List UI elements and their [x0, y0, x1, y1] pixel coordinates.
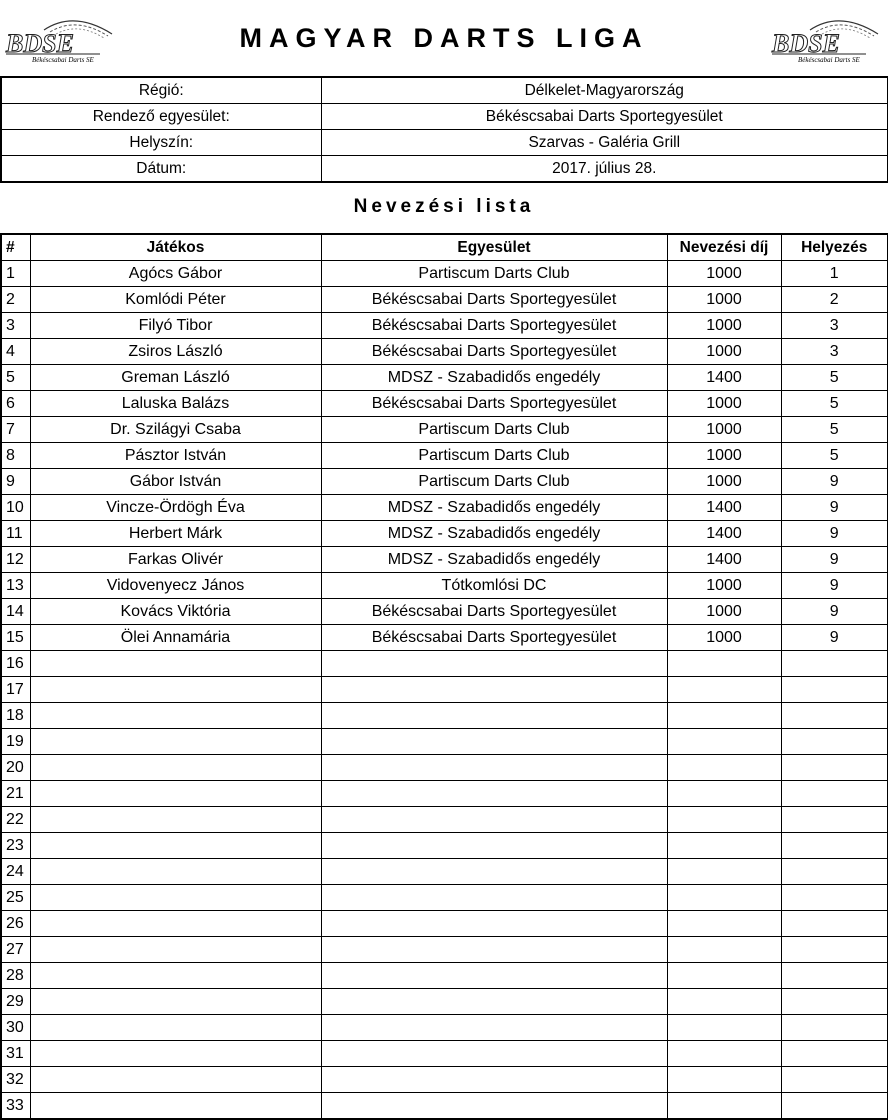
table-row — [1, 1067, 888, 1093]
place-cell — [781, 963, 888, 989]
row-number: 8 — [1, 443, 30, 469]
table-row — [1, 391, 888, 417]
player-cell: Agócs Gábor — [30, 261, 321, 287]
player-cell: Laluska Balázs — [30, 391, 321, 417]
place-cell: 5 — [781, 443, 888, 469]
club-cell — [321, 1067, 667, 1093]
row-number: 17 — [1, 677, 30, 703]
club-cell: Tótkomlósi DC — [321, 573, 667, 599]
table-row — [1, 287, 888, 313]
player-cell: Zsiros László — [30, 339, 321, 365]
place-cell — [781, 859, 888, 885]
club-cell — [321, 729, 667, 755]
row-number: 15 — [1, 625, 30, 651]
fee-cell — [667, 1067, 781, 1093]
row-number: 2 — [1, 287, 30, 313]
place-cell: 9 — [781, 495, 888, 521]
player-cell: Komlódi Péter — [30, 287, 321, 313]
row-number: 29 — [1, 989, 30, 1015]
player-cell — [30, 1041, 321, 1067]
place-cell — [781, 1093, 888, 1120]
row-number: 3 — [1, 313, 30, 339]
club-cell: MDSZ - Szabadidős engedély — [321, 521, 667, 547]
row-number: 26 — [1, 911, 30, 937]
row-number: 18 — [1, 703, 30, 729]
row-number: 6 — [1, 391, 30, 417]
place-cell: 5 — [781, 417, 888, 443]
table-row — [1, 521, 888, 547]
table-row — [1, 833, 888, 859]
place-cell: 3 — [781, 313, 888, 339]
row-number: 4 — [1, 339, 30, 365]
fee-cell — [667, 729, 781, 755]
player-cell — [30, 859, 321, 885]
row-number: 14 — [1, 599, 30, 625]
row-number: 19 — [1, 729, 30, 755]
place-cell — [781, 703, 888, 729]
column-header-place: Helyezés — [781, 234, 888, 261]
row-number: 25 — [1, 885, 30, 911]
place-cell — [781, 937, 888, 963]
club-cell: Békéscsabai Darts Sportegyesület — [321, 599, 667, 625]
table-body — [1, 261, 888, 1120]
row-number: 24 — [1, 859, 30, 885]
info-value: Szarvas - Galéria Grill — [321, 130, 888, 156]
place-cell: 9 — [781, 521, 888, 547]
row-number: 11 — [1, 521, 30, 547]
row-number: 27 — [1, 937, 30, 963]
fee-cell: 1400 — [667, 365, 781, 391]
club-cell — [321, 651, 667, 677]
table-row — [1, 677, 888, 703]
row-number: 22 — [1, 807, 30, 833]
table-row — [1, 807, 888, 833]
club-cell — [321, 963, 667, 989]
column-header-fee: Nevezési díj — [667, 234, 781, 261]
place-cell — [781, 1041, 888, 1067]
table-row — [1, 495, 888, 521]
fee-cell: 1000 — [667, 339, 781, 365]
row-number: 1 — [1, 261, 30, 287]
row-number: 20 — [1, 755, 30, 781]
player-cell: Dr. Szilágyi Csaba — [30, 417, 321, 443]
row-number: 9 — [1, 469, 30, 495]
table-row — [1, 573, 888, 599]
table-row — [1, 755, 888, 781]
player-cell: Pásztor István — [30, 443, 321, 469]
row-number: 7 — [1, 417, 30, 443]
column-header-number: # — [1, 234, 30, 261]
fee-cell — [667, 755, 781, 781]
player-cell — [30, 937, 321, 963]
row-number: 12 — [1, 547, 30, 573]
fee-cell: 1000 — [667, 313, 781, 339]
club-cell: Békéscsabai Darts Sportegyesület — [321, 313, 667, 339]
player-cell: Kovács Viktória — [30, 599, 321, 625]
club-cell — [321, 677, 667, 703]
player-cell: Farkas Olivér — [30, 547, 321, 573]
place-cell — [781, 833, 888, 859]
fee-cell: 1000 — [667, 261, 781, 287]
club-cell — [321, 833, 667, 859]
player-cell — [30, 833, 321, 859]
club-cell — [321, 859, 667, 885]
table-row — [1, 1041, 888, 1067]
table-row — [1, 625, 888, 651]
info-row-date — [1, 156, 888, 183]
club-cell: Partiscum Darts Club — [321, 469, 667, 495]
club-logo-right — [770, 14, 882, 70]
table-row — [1, 469, 888, 495]
player-cell: Gábor István — [30, 469, 321, 495]
place-cell: 9 — [781, 469, 888, 495]
table-row — [1, 1093, 888, 1120]
fee-cell — [667, 833, 781, 859]
club-cell: Békéscsabai Darts Sportegyesület — [321, 625, 667, 651]
svg-text:BDSE: BDSE — [6, 29, 74, 58]
row-number: 30 — [1, 1015, 30, 1041]
row-number: 5 — [1, 365, 30, 391]
row-number: 23 — [1, 833, 30, 859]
place-cell — [781, 729, 888, 755]
entry-list-table — [0, 233, 888, 1120]
player-cell — [30, 781, 321, 807]
info-label: Régió: — [1, 77, 321, 104]
fee-cell — [667, 1041, 781, 1067]
info-row-venue — [1, 130, 888, 156]
row-number: 33 — [1, 1093, 30, 1120]
fee-cell — [667, 885, 781, 911]
club-cell: Partiscum Darts Club — [321, 261, 667, 287]
player-cell — [30, 755, 321, 781]
place-cell: 1 — [781, 261, 888, 287]
player-cell — [30, 729, 321, 755]
fee-cell: 1400 — [667, 521, 781, 547]
event-info-table — [0, 76, 888, 183]
place-cell: 9 — [781, 573, 888, 599]
player-cell — [30, 677, 321, 703]
table-row — [1, 937, 888, 963]
club-cell: Békéscsabai Darts Sportegyesület — [321, 287, 667, 313]
table-row — [1, 885, 888, 911]
fee-cell — [667, 911, 781, 937]
player-cell — [30, 1015, 321, 1041]
club-cell: Partiscum Darts Club — [321, 417, 667, 443]
fee-cell: 1000 — [667, 469, 781, 495]
fee-cell — [667, 703, 781, 729]
fee-cell — [667, 859, 781, 885]
table-row — [1, 963, 888, 989]
table-row — [1, 989, 888, 1015]
column-header-player: Játékos — [30, 234, 321, 261]
logo-caption: Békéscsabai Darts SE — [798, 56, 860, 64]
place-cell — [781, 807, 888, 833]
player-cell — [30, 885, 321, 911]
info-label: Dátum: — [1, 156, 321, 183]
place-cell — [781, 677, 888, 703]
table-row — [1, 703, 888, 729]
club-cell: MDSZ - Szabadidős engedély — [321, 547, 667, 573]
club-cell — [321, 937, 667, 963]
place-cell — [781, 911, 888, 937]
fee-cell: 1000 — [667, 443, 781, 469]
row-number: 28 — [1, 963, 30, 989]
club-cell — [321, 989, 667, 1015]
club-cell — [321, 885, 667, 911]
svg-text:BDSE: BDSE — [772, 29, 840, 58]
club-cell — [321, 703, 667, 729]
fee-cell — [667, 989, 781, 1015]
table-header-row — [1, 234, 888, 261]
table-row — [1, 781, 888, 807]
player-cell — [30, 651, 321, 677]
info-row-region — [1, 77, 888, 104]
fee-cell: 1000 — [667, 625, 781, 651]
fee-cell: 1000 — [667, 417, 781, 443]
player-cell: Ölei Annamária — [30, 625, 321, 651]
place-cell — [781, 781, 888, 807]
fee-cell — [667, 937, 781, 963]
table-row — [1, 261, 888, 287]
table-row — [1, 859, 888, 885]
place-cell: 2 — [781, 287, 888, 313]
place-cell: 5 — [781, 365, 888, 391]
page-title: MAGYAR DARTS LIGA — [239, 23, 649, 53]
table-row — [1, 443, 888, 469]
info-row-organizer — [1, 104, 888, 130]
fee-cell — [667, 781, 781, 807]
place-cell — [781, 651, 888, 677]
table-row — [1, 547, 888, 573]
fee-cell — [667, 651, 781, 677]
table-row — [1, 313, 888, 339]
club-cell — [321, 807, 667, 833]
place-cell: 9 — [781, 599, 888, 625]
fee-cell: 1000 — [667, 287, 781, 313]
club-cell — [321, 1015, 667, 1041]
fee-cell — [667, 677, 781, 703]
player-cell — [30, 1067, 321, 1093]
table-row — [1, 417, 888, 443]
table-row — [1, 1015, 888, 1041]
table-row — [1, 911, 888, 937]
page-header — [0, 0, 888, 76]
fee-cell — [667, 807, 781, 833]
place-cell — [781, 989, 888, 1015]
club-cell: Partiscum Darts Club — [321, 443, 667, 469]
player-cell — [30, 703, 321, 729]
place-cell — [781, 1067, 888, 1093]
table-row — [1, 599, 888, 625]
row-number: 13 — [1, 573, 30, 599]
row-number: 31 — [1, 1041, 30, 1067]
info-value: 2017. július 28. — [321, 156, 888, 183]
place-cell — [781, 885, 888, 911]
column-header-club: Egyesület — [321, 234, 667, 261]
table-row — [1, 339, 888, 365]
place-cell — [781, 755, 888, 781]
fee-cell: 1000 — [667, 391, 781, 417]
row-number: 32 — [1, 1067, 30, 1093]
fee-cell: 1400 — [667, 495, 781, 521]
row-number: 21 — [1, 781, 30, 807]
fee-cell: 1000 — [667, 573, 781, 599]
club-cell: Békéscsabai Darts Sportegyesület — [321, 339, 667, 365]
club-cell — [321, 1093, 667, 1120]
fee-cell — [667, 1093, 781, 1120]
club-cell: MDSZ - Szabadidős engedély — [321, 365, 667, 391]
player-cell: Vincze-Ördögh Éva — [30, 495, 321, 521]
info-value: Délkelet-Magyarország — [321, 77, 888, 104]
club-cell: MDSZ - Szabadidős engedély — [321, 495, 667, 521]
info-value: Békéscsabai Darts Sportegyesület — [321, 104, 888, 130]
club-cell — [321, 1041, 667, 1067]
place-cell: 5 — [781, 391, 888, 417]
place-cell — [781, 1015, 888, 1041]
table-row — [1, 651, 888, 677]
player-cell — [30, 911, 321, 937]
info-label: Helyszín: — [1, 130, 321, 156]
club-cell — [321, 781, 667, 807]
club-cell — [321, 911, 667, 937]
fee-cell: 1400 — [667, 547, 781, 573]
club-cell: Békéscsabai Darts Sportegyesület — [321, 391, 667, 417]
list-title: Nevezési lista — [353, 196, 535, 217]
player-cell: Vidovenyecz János — [30, 573, 321, 599]
logo-caption: Békéscsabai Darts SE — [32, 56, 94, 64]
player-cell: Herbert Márk — [30, 521, 321, 547]
fee-cell — [667, 963, 781, 989]
place-cell: 9 — [781, 547, 888, 573]
table-row — [1, 365, 888, 391]
info-label: Rendező egyesület: — [1, 104, 321, 130]
player-cell: Filyó Tibor — [30, 313, 321, 339]
fee-cell — [667, 1015, 781, 1041]
player-cell — [30, 989, 321, 1015]
player-cell: Greman László — [30, 365, 321, 391]
club-cell — [321, 755, 667, 781]
place-cell: 3 — [781, 339, 888, 365]
fee-cell: 1000 — [667, 599, 781, 625]
row-number: 10 — [1, 495, 30, 521]
table-row — [1, 729, 888, 755]
player-cell — [30, 807, 321, 833]
player-cell — [30, 963, 321, 989]
player-cell — [30, 1093, 321, 1120]
row-number: 16 — [1, 651, 30, 677]
place-cell: 9 — [781, 625, 888, 651]
